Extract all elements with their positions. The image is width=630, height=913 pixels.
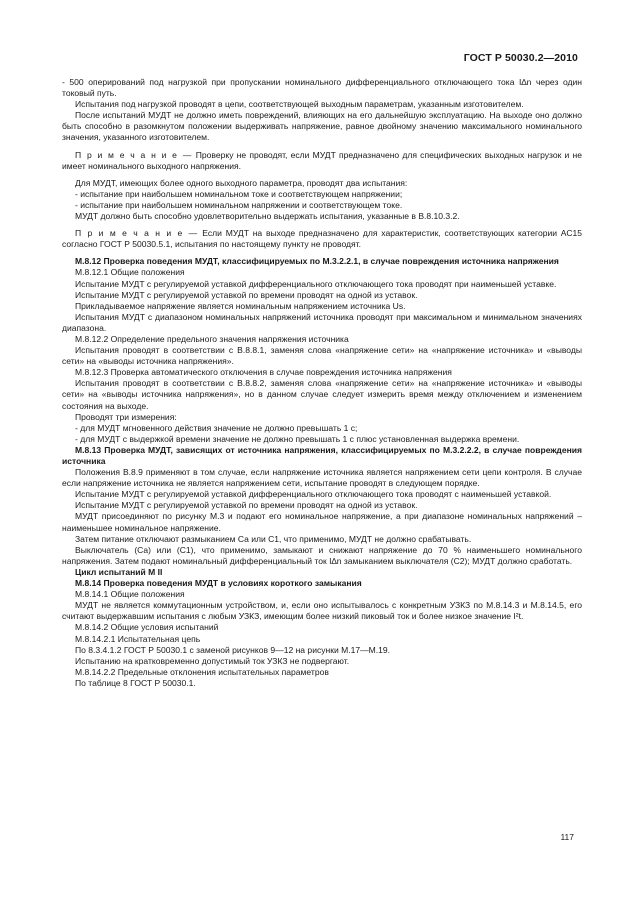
paragraph: МУДТ присоединяют по рисунку М.3 и подают его номинальное напряжение, а при диапазоне номинальных напряжений – наименьшее номинальное напряжение. (62, 511, 582, 533)
subsection-heading: М.8.12.3 Проверка автоматического отключения в случае повреждения источника напряжения (75, 367, 452, 378)
paragraph: Испытание МУДТ с регулируемой уставкой дифференциального отключающего тока проводят при наименьшей уставке. (75, 278, 557, 289)
paragraph: По таблице 8 ГОСТ Р 50030.1. (75, 677, 196, 688)
note (62, 150, 582, 172)
paragraph: - 500 оперирований под нагрузкой при пропускании номинального дифференциального отключающего тока I∆n через один токовый путь. (62, 77, 582, 99)
section-heading: М.8.12 Проверка поведения МУДТ, классифицируемых по М.3.2.2.1, в случае повреждения источника напряжения (75, 256, 559, 267)
paragraph: Испытания под нагрузкой проводят в цепи, соответствующей выходным параметрам, указанным изготовителем. (75, 99, 524, 110)
note-lead: П р и м е ч а н и е — (75, 149, 193, 160)
subsection-heading: М.8.14.2.1 Испытательная цепь (75, 633, 201, 644)
subsection-heading: М.8.14.1 Общие положения (75, 589, 185, 600)
paragraph: Испытание МУДТ с регулируемой уставкой по времени проводят на одной из уставок. (75, 500, 418, 511)
paragraph: Испытания проводят в соответствии с В.8.8.1, заменяя слова «напряжение сети» на «напряжение источника» и «выводы сети» на «выводы источника напряжения». (62, 345, 582, 367)
paragraph: Положения В.8.9 применяют в том случае, если напряжение источника является напряжением сети цепи контроля. В случае если напряжение источника не является напряжением сети, испытание проводят в следующем порядке. (62, 467, 582, 489)
paragraph: Испытанию на кратковременно допустимый ток УЗКЗ не подвергают. (75, 655, 350, 666)
cycle-heading: Цикл испытаний М II (75, 566, 163, 577)
paragraph: После испытаний МУДТ не должно иметь повреждений, влияющих на его дальнейшую эксплуатацию. На выходе оно должно быть способно в разомкнутом положении выдерживать напряжение, равное двойному значению максимального номинального значения, указанного изготовителем. (62, 110, 582, 143)
paragraph: Испытания МУДТ с диапазоном номинальных напряжений источника проводят при максимальном и минимальном значениях диапазона. (62, 311, 582, 333)
document-body (62, 77, 582, 689)
subsection-heading: М.8.12.1 Общие положения (75, 267, 185, 278)
note-text: Если МУДТ на выходе предназначено для характеристик, соответствующих категории АС15 согласно ГОСТ Р 50030.5.1, испытания по настоящему пункту не проводят. (62, 228, 582, 250)
document-header: ГОСТ Р 50030.2—2010 (463, 52, 578, 64)
paragraph: Затем питание отключают размыканием Ca или C1, что применимо, МУДТ не должно срабатывать. (75, 533, 472, 544)
paragraph: Прикладываемое напряжение является номинальным напряжением источника Us. (75, 300, 406, 311)
paragraph: - для МУДТ мгновенного действия значение не должно превышать 1 с; (75, 422, 358, 433)
paragraph: - испытание при наибольшем номинальном напряжении и соответствующем токе. (75, 199, 403, 210)
paragraph: Испытания проводят в соответствии с В.8.8.2, заменяя слова «напряжение сети» на «напряжение источника» и «выводы сети» на «выводы источника напряжения», но в данном случае следует измерить время между отключением и изменением состояния на выходе. (62, 378, 582, 411)
paragraph: Испытание МУДТ с регулируемой уставкой дифференциального отключающего тока проводят с наименьшей уставкой. (75, 489, 552, 500)
paragraph: - для МУДТ с выдержкой времени значение не должно превышать 1 с плюс установленная выдержка времени. (75, 433, 520, 444)
paragraph: Испытание МУДТ с регулируемой уставкой по времени проводят на одной из уставок. (75, 289, 418, 300)
paragraph: МУДТ не является коммутационным устройством, и, если оно испытывалось с конкретным УЗКЗ по М.8.14.3 и М.8.14.5, его считают выдержавшим испытания с любым УЗКЗ, имеющим более низкий пиковый ток и более низкое значение I²t. (62, 600, 582, 622)
subsection-heading: М.8.14.2 Общие условия испытаний (75, 622, 219, 633)
paragraph: Для МУДТ, имеющих более одного выходного параметра, проводят два испытания: (75, 177, 408, 188)
paragraph: МУДТ должно быть способно удовлетворительно выдержать испытания, указанные в В.8.10.3.2. (75, 211, 460, 222)
paragraph: Проводят три измерения: (75, 411, 177, 422)
subsection-heading: М.8.14.2.2 Предельные отклонения испытательных параметров (75, 666, 329, 677)
paragraph: Выключатель (Ca) или (C1), что применимо, замыкают и снижают напряжение до 70 % наименьшего номинального напряжения. Затем подают номинальный дифференциальный ток I∆n замыканием выключателя (C2); МУДТ должно сработать. (62, 544, 582, 566)
note-lead: П р и м е ч а н и е — (75, 228, 199, 239)
page-number: 117 (560, 832, 574, 842)
section-heading: М.8.13 Проверка МУДТ, зависящих от источника напряжения, классифицируемых по М.3.2.2.2, в случае повреждения источника (62, 444, 582, 466)
section-heading: М.8.14 Проверка поведения МУДТ в условиях короткого замыкания (75, 578, 362, 589)
note (62, 228, 582, 250)
subsection-heading: М.8.12.2 Определение предельного значения напряжения источника (75, 333, 349, 344)
paragraph: По 8.3.4.1.2 ГОСТ Р 50030.1 с заменой рисунков 9—12 на рисунки М.17—М.19. (75, 644, 391, 655)
paragraph: - испытание при наибольшем номинальном токе и соответствующем напряжении; (75, 188, 403, 199)
note-text: Проверку не проводят, если МУДТ предназначено для специфических выходных нагрузок и не имеет номинального выходного напряжения. (62, 149, 582, 171)
